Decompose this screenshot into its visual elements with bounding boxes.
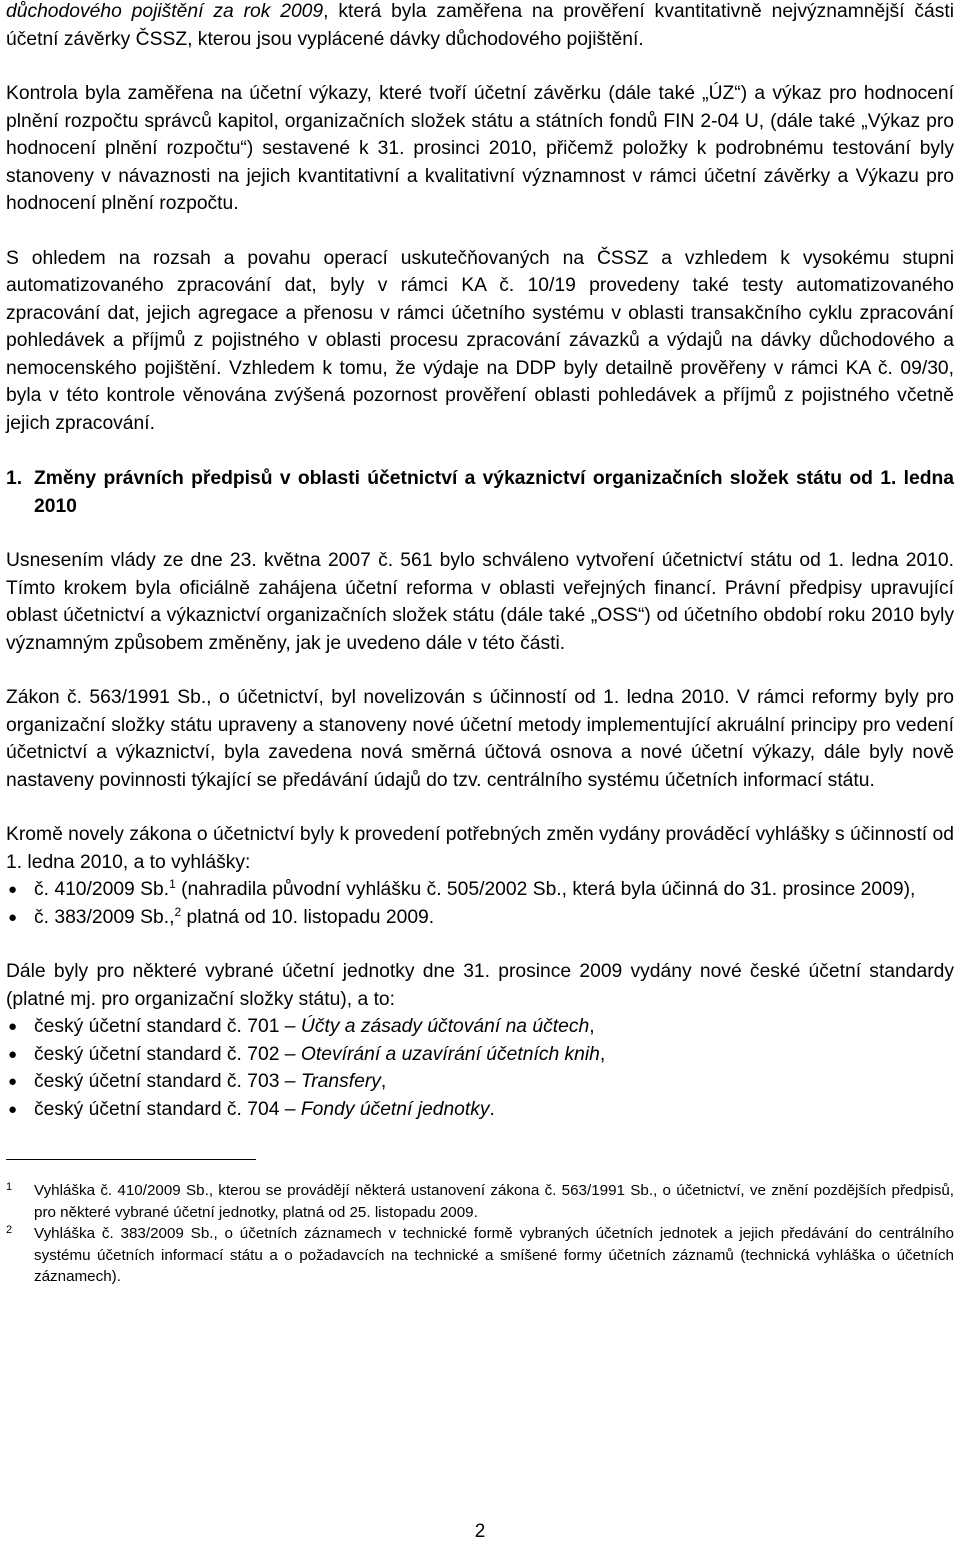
- section-heading-number: 1.: [6, 468, 23, 489]
- footnote-ref[interactable]: 1: [169, 877, 176, 891]
- standards-list: [6, 1013, 954, 1123]
- paragraph-standards-intro: Dále byly pro některé vybrané účetní jednotky dne 31. prosince 2009 vydány nové české účetní standardy (platné mj. pro organizační složky státu), a to:: [6, 961, 954, 1010]
- section-heading: [6, 465, 954, 520]
- bullet-icon: ●: [8, 1018, 18, 1035]
- standard-title: Účty a zásady účtování na účtech: [300, 1016, 590, 1037]
- paragraph-intro: [6, 0, 954, 53]
- standard-title: Fondy účetní jednotky: [300, 1098, 490, 1120]
- section-heading-text: Změny právních předpisů v oblasti účetnictví a výkaznictví organizačních složek státu od 1. ledna 2010: [34, 468, 954, 517]
- paragraph-resolution: Usnesením vlády ze dne 23. května 2007 č. 561 bylo schváleno vytvoření účetnictví státu od 1. ledna 2010. Tímto krokem byla oficiálně zahájena účetní reforma v oblasti veřejných financí. Právní předpisy upravující oblast účetnictví a výkaznictví organizačních složek státu (dále také „OSS“) od účetního období roku 2010 byly významným způsobem změněny, jak je uvedeno dále v této části.: [6, 550, 954, 654]
- list-item: ● český účetní standard č. 702 – Otevírání a uzavírání účetních knih,: [6, 1041, 954, 1069]
- decree-description: platná od 10. listopadu 2009.: [181, 906, 435, 928]
- footnote-number: 2: [6, 1224, 13, 1236]
- footnote-text: Vyhláška č. 383/2009 Sb., o účetních záznamech v technické formě vybraných účetních jednotek a jejich předávání do centrálního systému účetních informací státu a o požadavcích na technické a smíšené formy účetních záznamů (technická vyhláška o účetních záznamech).: [34, 1225, 954, 1285]
- standard-prefix: český účetní standard č. 701 –: [34, 1016, 301, 1037]
- list-item: ● český účetní standard č. 703 – Transfery,: [6, 1068, 954, 1096]
- paragraph-act: Zákon č. 563/1991 Sb., o účetnictví, byl novelizován s účinností od 1. ledna 2010. V rámci reformy byly pro organizační složky státu upraveny a stanoveny nové účetní metody implementující akruální principy pro vedení účetnictví a výkaznictví, byla zavedena nová směrná účtová osnova a nové účetní výkazy, dále byly nově nastaveny povinnosti týkající se předávání údajů do tzv. centrálního systému účetních informací státu.: [6, 687, 954, 791]
- list-item: ● český účetní standard č. 704 – Fondy účetní jednotky.: [6, 1096, 954, 1124]
- decree-number: č. 383/2009 Sb.,: [34, 906, 175, 928]
- paragraph-automation: S ohledem na rozsah a povahu operací uskutečňovaných na ČSSZ a vzhledem k vysokému stupni automatizovaného zpracování dat, byly v rámci KA č. 10/19 provedeny také testy automatizovaného zpracování dat, jejich agregace a přenosu v rámci účetního systému v oblasti transakčního cyklu zpracování pohledávek a příjmů z pojistného v oblasti procesu zpracování závazků a výdajů na dávky důchodového a nemocenského pojištění. Vzhledem k tomu, že výdaje na DDP byly detailně prověřeny v rámci KA č. 09/30, byla v této kontrole věnována zvýšená pozornost prověření oblasti pohledávek a příjmů z pojistného včetně jejich zpracování.: [6, 247, 954, 434]
- paragraph-decrees-intro: Kromě novely zákona o účetnictví byly k provedení potřebných změn vydány prováděcí vyhlášky s účinností od 1. ledna 2010, a to vyhlášky:: [6, 824, 954, 873]
- standard-prefix: český účetní standard č. 703 –: [34, 1071, 301, 1092]
- paragraph-intro-text: , která byla zaměřena na prověření kvantitativně nejvýznamnější části účetní závěrky ČSSZ, kterou jsou vyplácené dávky důchodového pojištění.: [6, 1, 954, 50]
- bullet-icon: ●: [8, 881, 18, 898]
- bullet-icon: ●: [8, 1100, 18, 1118]
- document-page: [6, 0, 954, 1288]
- list-item: [6, 876, 954, 904]
- report-title-italic: důchodového pojištění za rok 2009: [6, 1, 324, 22]
- footnote-ref[interactable]: 2: [174, 904, 182, 919]
- decree-description: (nahradila původní vyhlášku č. 505/2002 Sb., která byla účinná do 31. prosince 2009),: [175, 879, 916, 900]
- footnote-text: Vyhláška č. 410/2009 Sb., kterou se provádějí některá ustanovení zákona č. 563/1991 Sb., o účetnictví, ve znění pozdějších předpisů, pro některé vybrané účetní jednotky, platná od 25. listopadu 2009.: [34, 1182, 954, 1221]
- standard-title: Otevírání a uzavírání účetních knih: [300, 1043, 600, 1065]
- footnote: [6, 1180, 954, 1223]
- paragraph-scope: Kontrola byla zaměřena na účetní výkazy, které tvoří účetní závěrku (dále také „ÚZ“) a výkaz pro hodnocení plnění rozpočtu správců kapitol, organizačních složek státu a státních fondů FIN 2-04 U, (dále také „Výkaz pro hodnocení plnění rozpočtu“) sestavené k 31. prosinci 2010, přičemž položky k podrobnému testování byly stanoveny v návaznosti na jejich kvantitativní a kvalitativní významnost v rámci účetní závěrky a Výkazu pro hodnocení plnění rozpočtu.: [6, 83, 954, 214]
- decree-number: č. 410/2009 Sb.: [34, 879, 170, 900]
- standard-prefix: český účetní standard č. 704 –: [34, 1098, 301, 1120]
- bullet-icon: ●: [8, 1073, 18, 1090]
- bullet-icon: ●: [8, 1045, 18, 1063]
- page-number: 2: [474, 1521, 486, 1542]
- decree-list: [6, 876, 954, 931]
- standard-title: Transfery: [300, 1071, 381, 1092]
- footnote-number: 1: [6, 1181, 13, 1193]
- standard-prefix: český účetní standard č. 702 –: [34, 1043, 301, 1065]
- list-item: ● český účetní standard č. 701 – Účty a zásady účtování na účtech,: [6, 1013, 954, 1041]
- bullet-icon: ●: [8, 908, 18, 926]
- footnote-separator: [6, 1159, 256, 1160]
- footnote: [6, 1223, 954, 1288]
- list-item: [6, 904, 954, 932]
